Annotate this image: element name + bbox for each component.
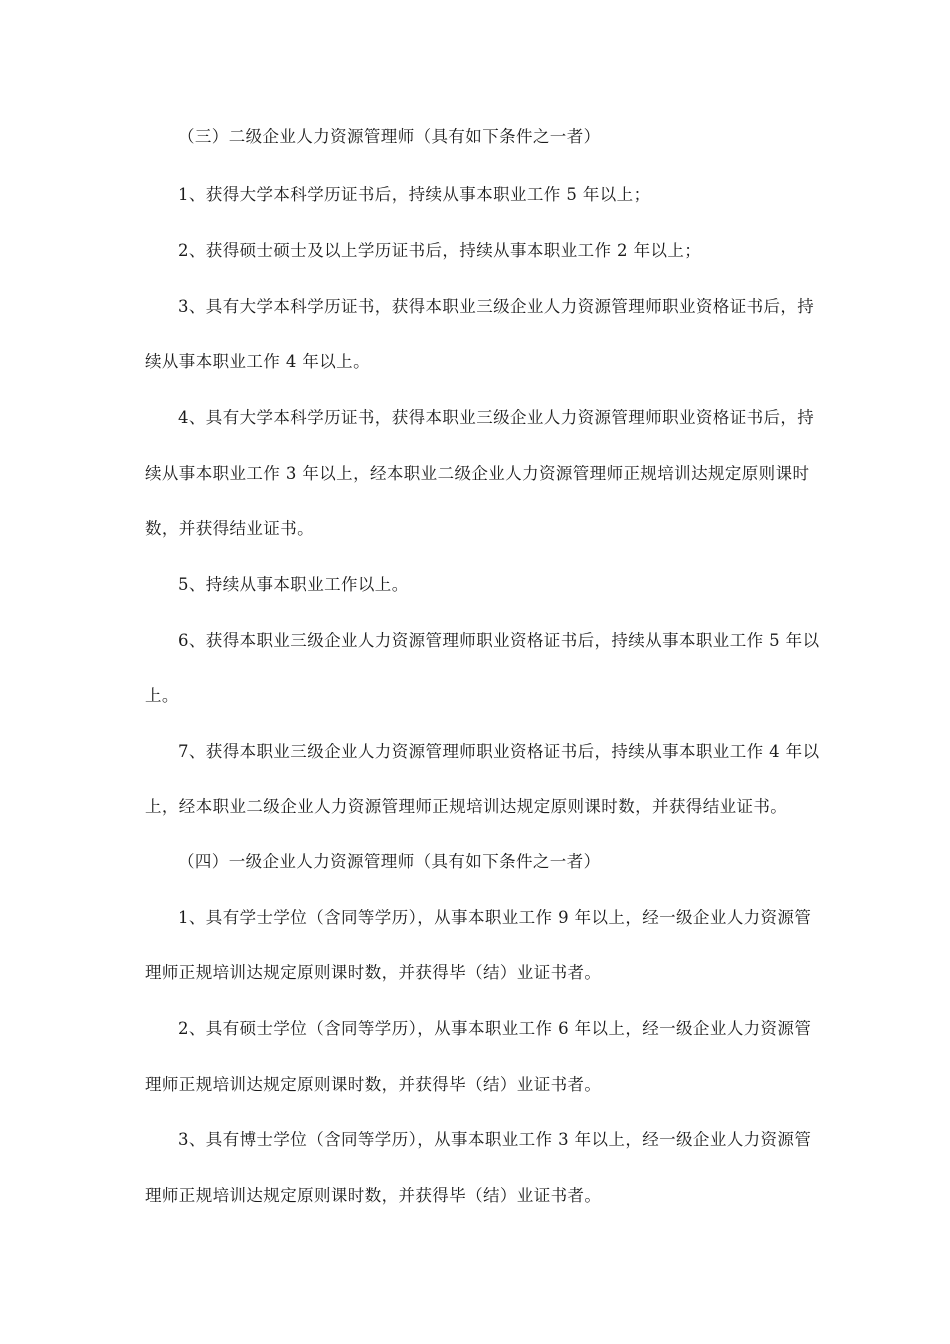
section3-item4-line3: 数，并获得结业证书。 [145,519,314,538]
section3-item6-line2: 上。 [145,686,179,705]
section4-item1-line1: 1、具有学士学位（含同等学历），从事本职业工作 9 年以上，经一级企业人力资源管 [178,908,812,927]
section3-item1-line1: 1、获得大学本科学历证书后，持续从事本职业工作 5 年以上； [178,185,651,204]
section4-item2-line2: 理师正规培训达规定原则课时数，并获得毕（结）业证书者。 [145,1075,602,1094]
section4-item1-line2: 理师正规培训达规定原则课时数，并获得毕（结）业证书者。 [145,963,602,982]
section3-item3-line1: 3、具有大学本科学历证书，获得本职业三级企业人力资源管理师职业资格证书后，持 [178,297,815,316]
section4-item2-line1: 2、具有硕士学位（含同等学历），从事本职业工作 6 年以上，经一级企业人力资源管 [178,1019,812,1038]
section3-item7-line1: 7、获得本职业三级企业人力资源管理师职业资格证书后，持续从事本职业工作 4 年以 [178,742,820,761]
section4-item3-line1: 3、具有博士学位（含同等学历），从事本职业工作 3 年以上，经一级企业人力资源管 [178,1130,812,1149]
section4-heading: （四）一级企业人力资源管理师（具有如下条件之一者） [178,852,601,871]
section3-heading: （三）二级企业人力资源管理师（具有如下条件之一者） [178,127,601,146]
section3-item5-line1: 5、持续从事本职业工作以上。 [178,575,409,594]
section3-item3-line2: 续从事本职业工作 4 年以上。 [145,352,370,371]
section3-item4-line2: 续从事本职业工作 3 年以上，经本职业二级企业人力资源管理师正规培训达规定原则课时 [145,464,810,483]
section3-item4-line1: 4、具有大学本科学历证书，获得本职业三级企业人力资源管理师职业资格证书后，持 [178,408,815,427]
section3-item6-line1: 6、获得本职业三级企业人力资源管理师职业资格证书后，持续从事本职业工作 5 年以 [178,631,820,650]
section3-item7-line2: 上，经本职业二级企业人力资源管理师正规培训达规定原则课时数，并获得结业证书。 [145,797,788,816]
section4-item3-line2: 理师正规培训达规定原则课时数，并获得毕（结）业证书者。 [145,1186,602,1205]
section3-item2-line1: 2、获得硕士硕士及以上学历证书后，持续从事本职业工作 2 年以上； [178,241,702,260]
